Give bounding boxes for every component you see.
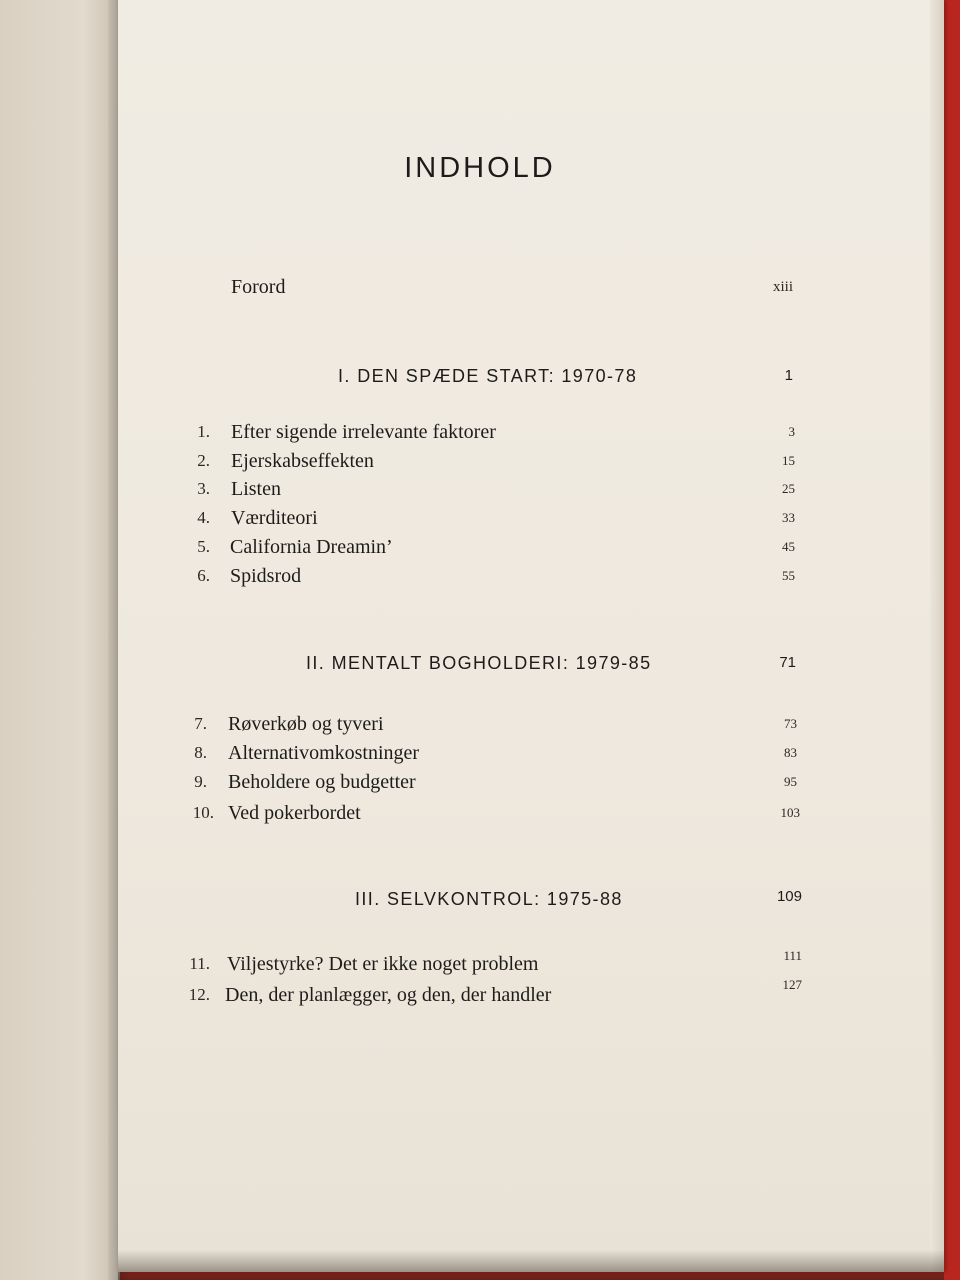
- chapter-page: 73: [784, 716, 797, 731]
- chapter-page: 55: [782, 568, 795, 583]
- chapter-number: 8.: [194, 743, 207, 762]
- chapter-title: Efter sigende irrelevante faktorer: [231, 421, 496, 443]
- part-heading-2: II. MENTALT BOGHOLDERI: 1979-85: [306, 653, 652, 673]
- toc-entry: [0, 418, 960, 446]
- chapter-title: Alternativomkostninger: [228, 742, 420, 764]
- chapter-number: 3.: [197, 479, 210, 498]
- chapter-number: 6.: [197, 566, 210, 585]
- toc-entry: [0, 562, 960, 590]
- chapter-title: Den, der planlægger, og den, der handler: [225, 984, 552, 1006]
- toc-entry-foreword: [0, 273, 960, 301]
- chapter-title: Spidsrod: [230, 565, 302, 587]
- part-heading-3: III. SELVKONTROL: 1975-88: [355, 889, 623, 909]
- chapter-number: 5.: [197, 537, 210, 556]
- chapter-page: 45: [782, 539, 795, 554]
- bottom-shadow: [118, 1250, 944, 1280]
- toc-entry: [0, 447, 960, 475]
- chapter-title: California Dreamin’: [230, 536, 393, 558]
- part-page-3: 109: [776, 888, 802, 905]
- part-heading-1: I. DEN SPÆDE START: 1970-78: [338, 366, 638, 386]
- chapter-title: Beholdere og budgetter: [228, 771, 416, 793]
- chapter-page: 127: [782, 977, 802, 992]
- toc-entry: [0, 977, 960, 1009]
- chapter-page: 3: [788, 424, 795, 439]
- part-page-2: 71: [779, 654, 796, 671]
- toc-entry: [0, 799, 960, 827]
- chapter-title: Værditeori: [231, 507, 318, 529]
- chapter-number: 11.: [189, 954, 210, 973]
- book-page: [118, 0, 944, 1272]
- chapter-number: 10.: [192, 803, 214, 822]
- toc-entry: [0, 710, 960, 738]
- toc-entry: [0, 504, 960, 532]
- foreword-label: Forord: [231, 276, 286, 298]
- chapter-number: 2.: [197, 451, 210, 470]
- chapter-number: 7.: [194, 714, 207, 733]
- foreword-page: xiii: [772, 279, 793, 295]
- chapter-title: Listen: [231, 478, 281, 500]
- toc-entry: [0, 768, 960, 796]
- chapter-number: 12.: [188, 985, 210, 1004]
- toc-entry: [0, 739, 960, 767]
- toc-title: INDHOLD: [404, 152, 556, 184]
- chapter-page: 15: [782, 453, 795, 468]
- part-page-1: 1: [784, 367, 793, 384]
- chapter-number: 9.: [194, 772, 207, 791]
- chapter-number: 1.: [197, 422, 210, 441]
- chapter-page: 25: [782, 481, 795, 496]
- chapter-page: 103: [780, 805, 800, 820]
- chapter-page: 83: [784, 745, 797, 760]
- chapter-title: Røverkøb og tyveri: [228, 713, 384, 735]
- chapter-title: Viljestyrke? Det er ikke noget problem: [227, 953, 539, 975]
- chapter-title: Ejerskabseffekten: [231, 450, 374, 472]
- chapter-page: 111: [783, 948, 802, 963]
- page-edge: [930, 0, 944, 1272]
- left-page: [0, 0, 120, 1280]
- chapter-title: Ved pokerbordet: [228, 802, 361, 824]
- chapter-page: 95: [784, 774, 797, 789]
- toc-entry: [0, 950, 960, 978]
- toc-entry: [0, 475, 960, 503]
- toc-entry: [0, 533, 960, 561]
- chapter-page: 33: [782, 510, 795, 525]
- chapter-number: 4.: [197, 508, 210, 527]
